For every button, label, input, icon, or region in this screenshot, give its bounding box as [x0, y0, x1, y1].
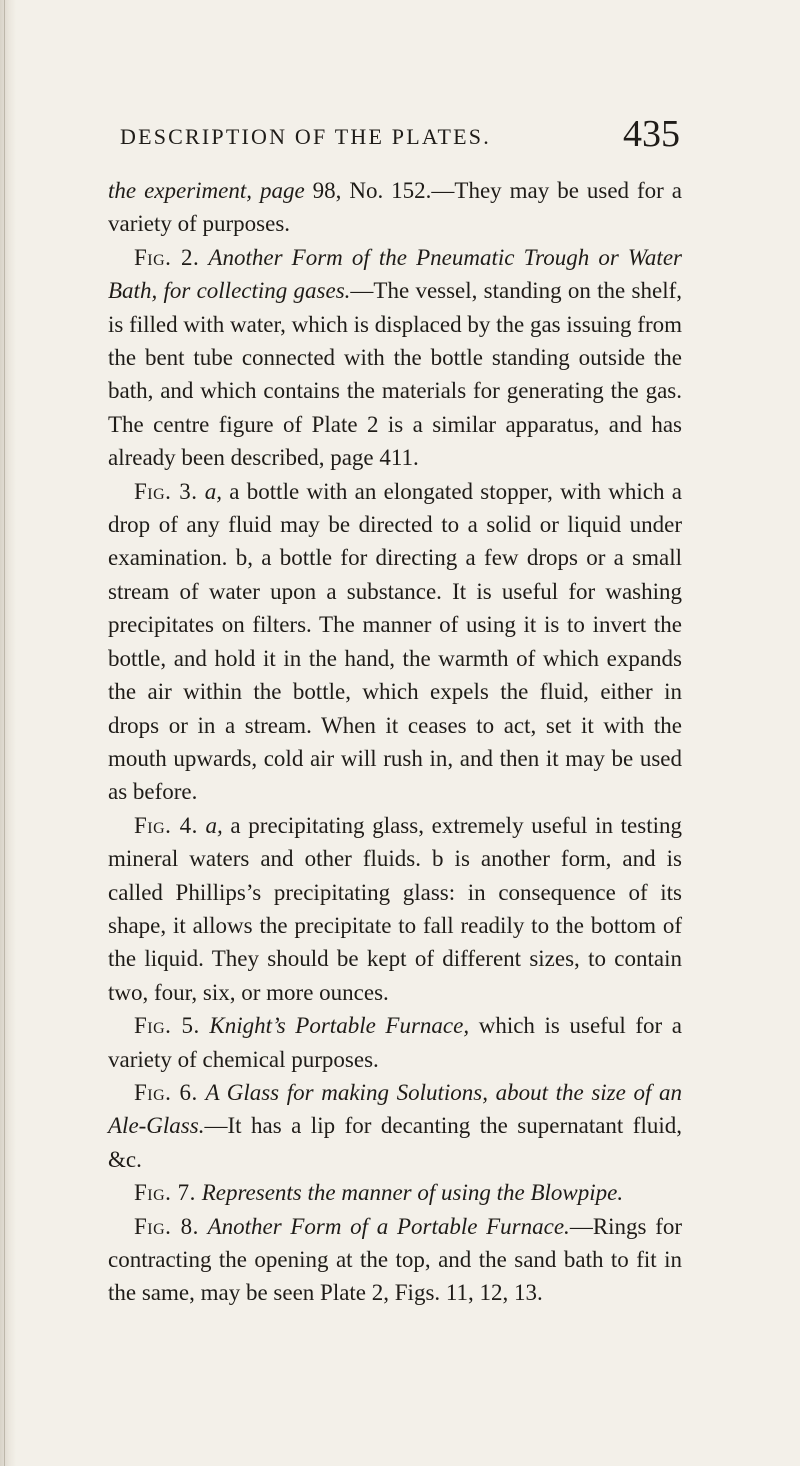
- paragraph-fig-2: [108, 241, 682, 475]
- fig-label: Fig. 5.: [134, 1013, 200, 1039]
- running-head: DESCRIPTION OF THE PLATES.: [120, 124, 491, 149]
- fig-label: Fig. 8.: [134, 1213, 199, 1239]
- paragraph-italic: Represents the manner of using the Blowpipe.: [201, 1180, 624, 1206]
- page-number: 435: [623, 113, 680, 155]
- paragraph-italic: Another Form of a Portable Furnace.: [207, 1213, 570, 1239]
- paragraph-italic: a,: [205, 812, 223, 838]
- paragraph-text: which is useful for a variety of chemical purposes.: [108, 1013, 682, 1072]
- paragraph-italic: the experiment, page: [108, 178, 305, 203]
- paragraph-fig-4: [108, 809, 682, 1009]
- paragraph-continuation: [108, 174, 682, 241]
- fig-label: Fig. 2.: [134, 244, 200, 270]
- paragraph-text: —It has a lip for decanting the supernatant fluid, &c.: [108, 1113, 682, 1172]
- paragraph-italic: Knight’s Portable Furnace,: [209, 1013, 470, 1039]
- fig-label: Fig. 6.: [134, 1079, 198, 1105]
- paragraph-fig-7: [108, 1176, 682, 1209]
- page-header: [120, 112, 680, 162]
- paragraph-italic: a,: [204, 478, 223, 504]
- body-text: [108, 174, 682, 1310]
- paragraph-fig-5: [108, 1009, 682, 1076]
- paragraph-fig-6: [108, 1076, 682, 1176]
- paragraph-text: —The vessel, standing on the shelf, is filled with water, which is displaced by the gas issuing from the bent tube connected with the bottle standing outside the bath, and which contains the materials for generating the gas. The centre figure of Plate 2 is a similar apparatus, and has already been described, page 411.: [108, 278, 682, 471]
- paragraph-text: —Rings for contracting the opening at the top, and the sand bath to fit in the same, may be seen Plate 2, Figs. 11, 12, 13.: [108, 1213, 683, 1306]
- paragraph-italic: A Glass for making Solutions, about the size of an Ale-Glass.: [108, 1079, 682, 1139]
- paragraph-fig-8: [108, 1210, 682, 1310]
- paragraph-italic: Another Form of the Pneumatic Trough or Water Bath, for collecting gases.: [108, 244, 682, 304]
- fig-label: Fig. 4.: [134, 812, 198, 838]
- page-binding-edge: [0, 0, 16, 1466]
- paragraph-fig-3: [108, 475, 682, 809]
- paragraph-text: a precipitating glass, extremely useful in testing mineral waters and other fluids. b is another form, and is called Phillips’s precipitating glass: in consequence of its shape, it allows the precipitate to fall readily to the bottom of the liquid. They should be kept of different sizes, to contain two, four, six, or more ounces.: [108, 812, 682, 1005]
- paragraph-text: a bottle with an elongated stopper, with which a drop of any fluid may be directed to a solid or liquid under examination. b, a bottle for directing a few drops or a small stream of water upon a substance. It is useful for washing precipitates on filters. The manner of using it is to invert the bottle, and hold it in the hand, the warmth of which expands the air within the bottle, which expels the fluid, either in drops or in a stream. When it ceases to act, set it with the mouth upwards, cold air will rush in, and then it may be used as before.: [108, 478, 683, 805]
- paragraph-text: 98, No. 152.—They may be used for a variety of purposes.: [108, 178, 682, 237]
- fig-label: Fig. 3.: [134, 478, 198, 504]
- fig-label: Fig. 7.: [134, 1180, 196, 1206]
